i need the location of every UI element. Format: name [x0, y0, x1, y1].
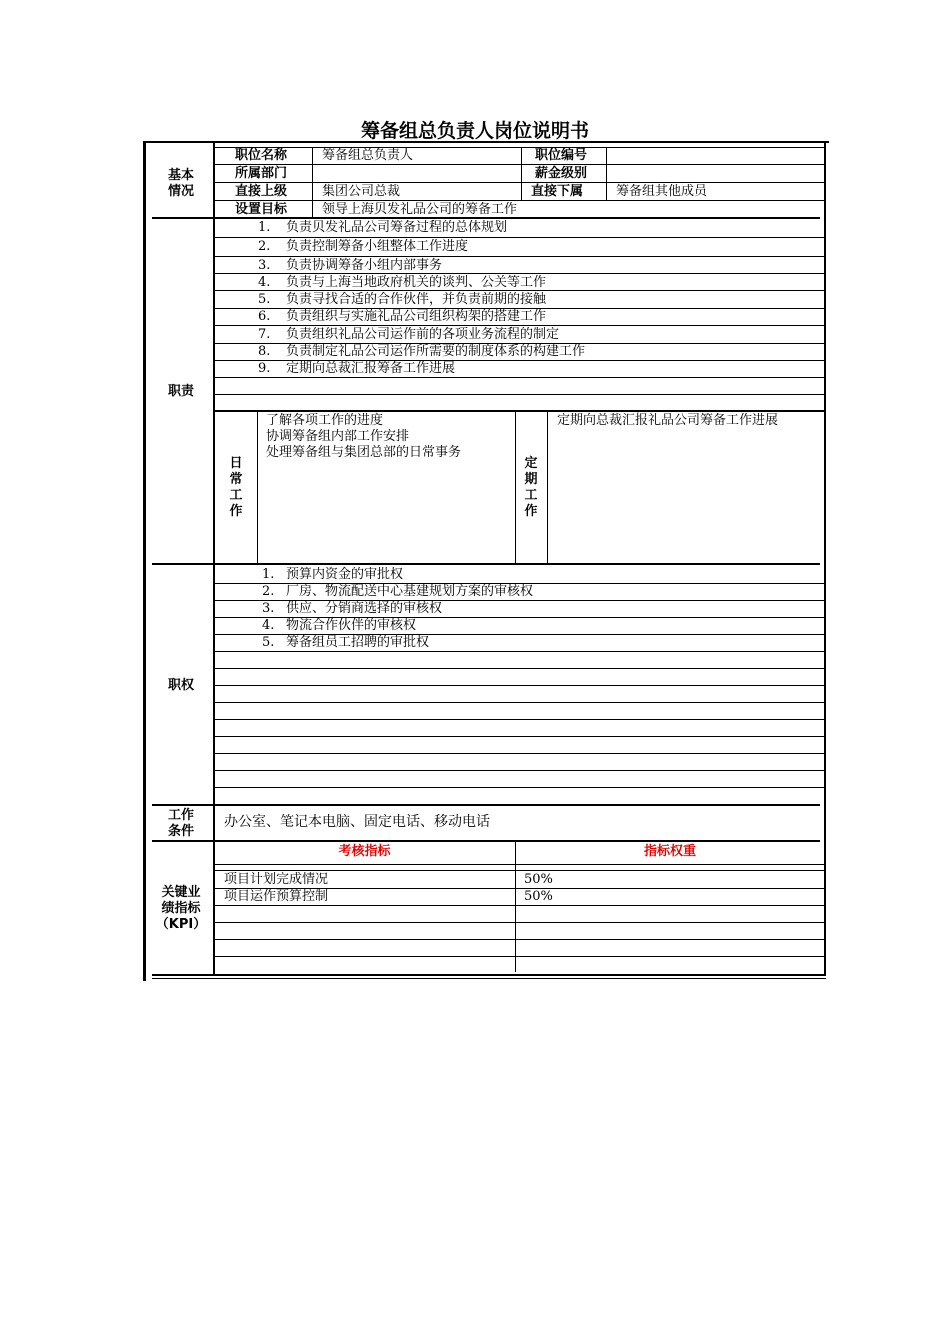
list-item: 5. 负责寻找合适的合作伙伴，并负责前期的接触 [258, 292, 547, 307]
list-item: 6. 负责组织与实施礼品公司组织构架的搭建工作 [258, 309, 547, 324]
list-item: 9. 定期向总裁汇报筹备工作进展 [258, 361, 456, 376]
list-item: 2. 负责控制筹备小组整体工作进度 [258, 239, 469, 254]
kpi-weight-cell: 50% [524, 872, 553, 887]
direct-subordinate-value: 筹备组其他成员 [616, 184, 708, 199]
direct-superior-value: 集团公司总裁 [322, 184, 401, 199]
periodic-work-label: 定期工作 [524, 456, 538, 519]
list-item: 5. 筹备组员工招聘的审批权 [262, 635, 430, 650]
section-conditions-label: 工作 条件 [167, 808, 194, 839]
direct-subordinate-label: 直接下属 [531, 184, 584, 199]
list-item: 4. 负责与上海当地政府机关的谈判、公关等工作 [258, 275, 547, 290]
list-item: 1. 负责贝发礼品公司筹备过程的总体规划 [258, 220, 508, 235]
list-item: 2. 厂房、物流配送中心基建规划方案的审核权 [262, 584, 534, 599]
kpi-indicator-cell: 项目计划完成情况 [224, 872, 329, 887]
section-kpi-label: 关键业 绩指标 （KPI） [155, 885, 207, 932]
work-conditions-value: 办公室、笔记本电脑、固定电话、移动电话 [224, 814, 490, 830]
kpi-indicator-header: 考核指标 [338, 844, 391, 859]
page-title: 筹备组总负责人岗位说明书 [360, 120, 589, 142]
section-authority-label: 职权 [167, 678, 194, 693]
list-item: 4. 物流合作伙伴的审核权 [262, 618, 417, 633]
goal-value: 领导上海贝发礼品公司的筹备工作 [322, 202, 518, 217]
daily-work-label: 日常工作 [229, 456, 243, 519]
direct-superior-label: 直接上级 [235, 184, 288, 199]
position-name-value: 筹备组总负责人 [322, 148, 414, 163]
list-item: 3. 负责协调筹备小组内部事务 [258, 258, 443, 273]
section-basic-label: 基本 情况 [167, 168, 194, 199]
list-item: 3. 供应、分销商选择的审核权 [262, 601, 443, 616]
periodic-work-item: 定期向总裁汇报礼品公司筹备工作进展 [557, 413, 779, 428]
list-item: 7. 负责组织礼品公司运作前的各项业务流程的制定 [258, 327, 560, 342]
daily-work-item: 协调筹备组内部工作安排 [266, 429, 410, 444]
list-item: 1. 预算内资金的审批权 [262, 567, 404, 582]
list-item: 8. 负责制定礼品公司运作所需要的制度体系的构建工作 [258, 344, 586, 359]
kpi-weight-header: 指标权重 [643, 844, 696, 859]
position-code-label: 职位编号 [535, 148, 588, 163]
position-name-label: 职位名称 [235, 148, 288, 163]
kpi-indicator-cell: 项目运作预算控制 [224, 889, 329, 904]
daily-work-item: 了解各项工作的进度 [266, 413, 384, 428]
section-duties-label: 职责 [167, 384, 194, 399]
daily-work-item: 处理筹备组与集团总部的日常事务 [266, 445, 462, 460]
kpi-weight-cell: 50% [524, 889, 553, 904]
goal-label: 设置目标 [235, 202, 288, 217]
department-label: 所属部门 [235, 166, 288, 181]
salary-level-label: 薪金级别 [535, 166, 588, 181]
